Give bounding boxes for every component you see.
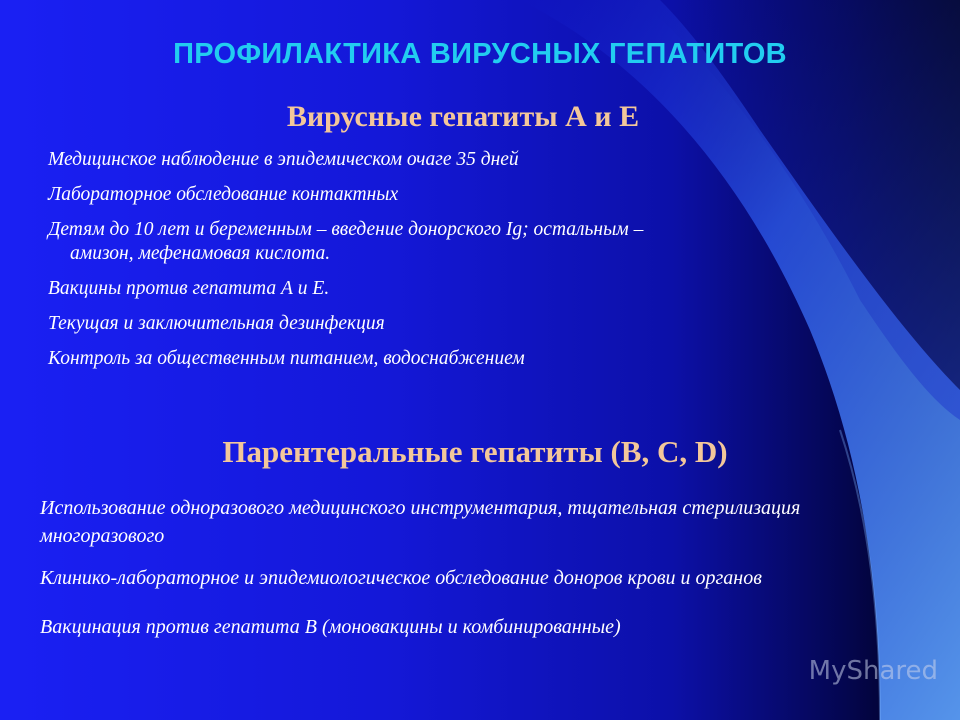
list-item: Контроль за общественным питанием, водоснабжением xyxy=(48,348,525,369)
list-item: Детям до 10 лет и беременным – введение донорского Ig; остальным – амизон, мефенамовая кислота. xyxy=(48,219,644,264)
list-item: Лабораторное обследование контактных xyxy=(48,184,399,205)
list-item: Медицинское наблюдение в эпидемическом очаге 35 дней xyxy=(48,149,519,170)
list-item: Использование одноразового медицинского инструментария, тщательная стерилизация многоразового xyxy=(40,497,801,547)
section-b-heading: Парентеральные гепатиты (B, C, D) xyxy=(222,434,728,469)
section-b-list xyxy=(40,494,920,655)
section-a-list xyxy=(48,148,708,382)
list-item: Текущая и заключительная дезинфекция xyxy=(48,313,385,334)
list-item: Вакцинация против гепатита В (моновакцины и комбинированные) xyxy=(40,616,621,638)
section-a-heading: Вирусные гепатиты А и Е xyxy=(286,100,640,133)
list-item: Клинико-лабораторное и эпидемиологическое обследование доноров крови и органов xyxy=(40,567,762,589)
watermark-logo: MyShared xyxy=(808,656,938,686)
list-item: Вакцины против гепатита А и Е. xyxy=(48,278,330,299)
slide-title: ПРОФИЛАКТИКА ВИРУСНЫХ ГЕПАТИТОВ xyxy=(173,38,787,70)
